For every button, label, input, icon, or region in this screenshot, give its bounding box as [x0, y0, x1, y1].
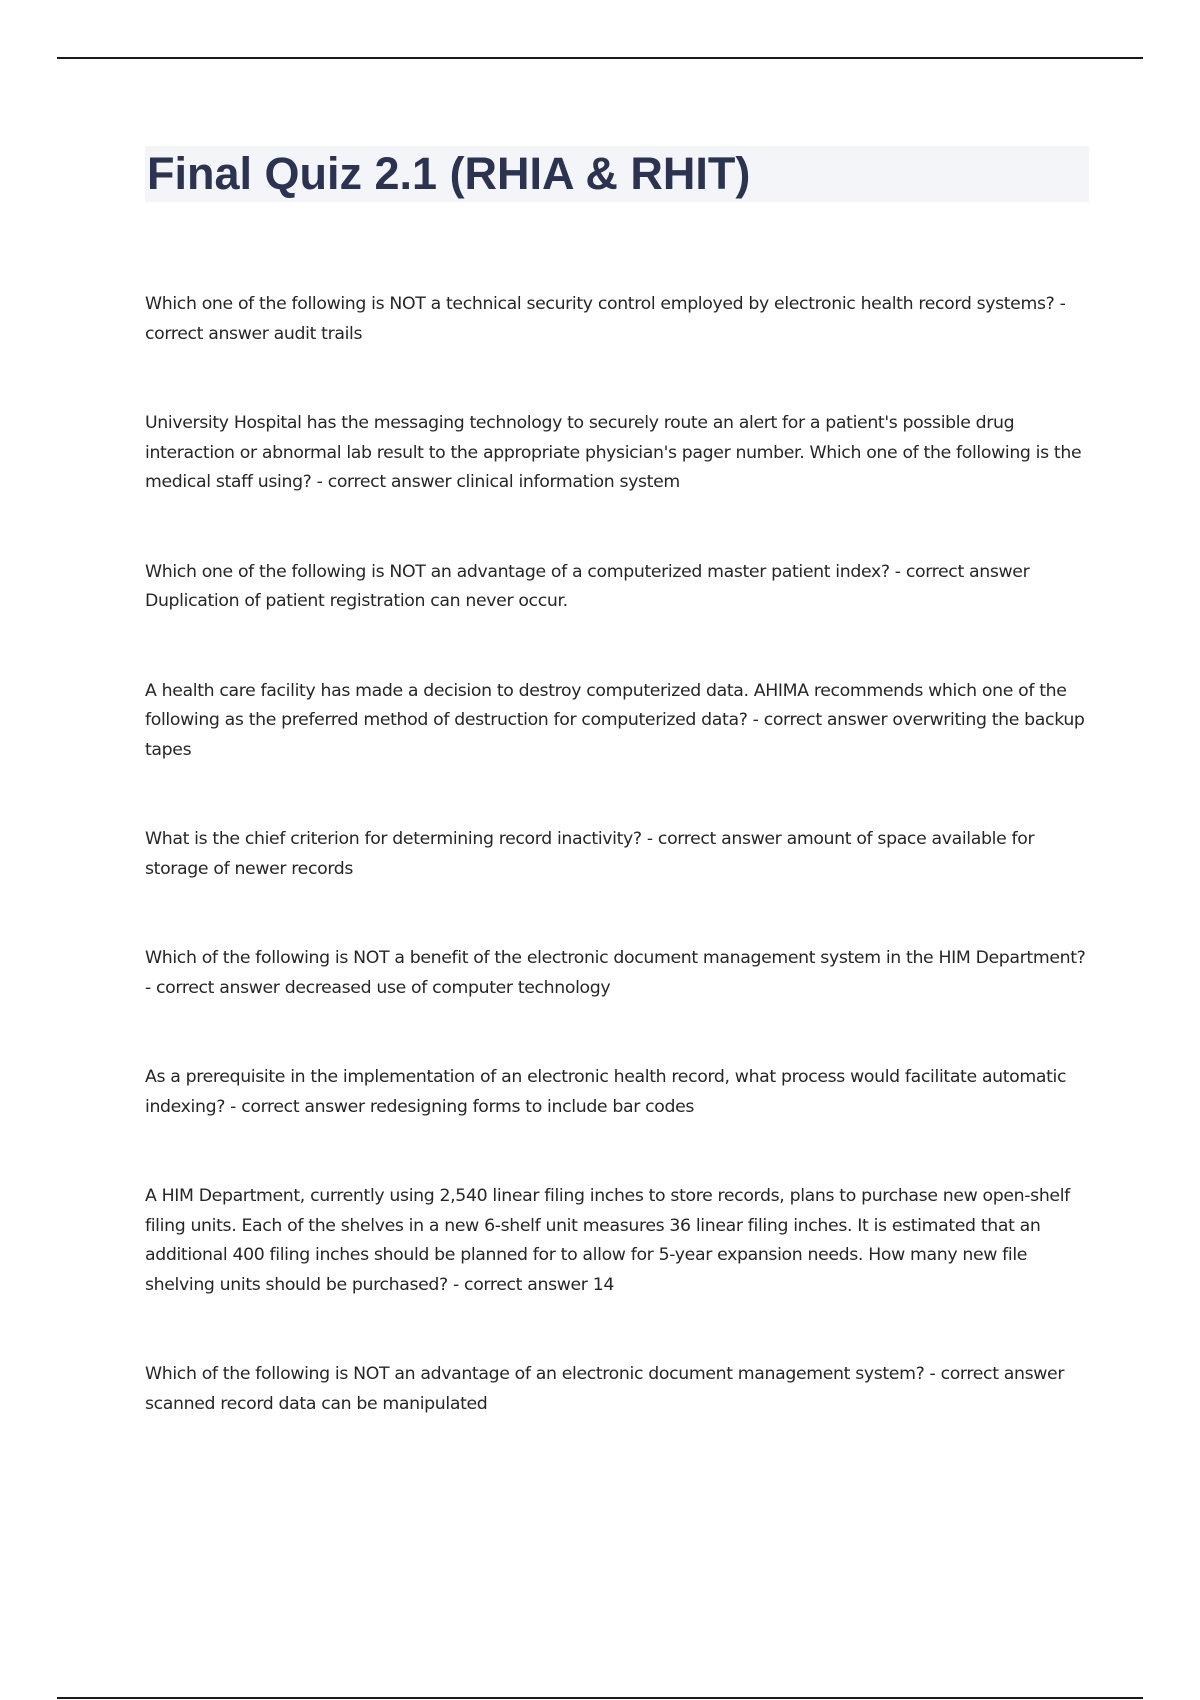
top-rule	[57, 57, 1143, 59]
question-text: Which of the following is NOT an advantage of an electronic document management system?	[145, 1364, 925, 1384]
question-item	[145, 825, 1090, 884]
answer-separator: - correct answer	[889, 561, 1030, 582]
answer-text: amount of space available for storage of newer records	[145, 829, 1035, 879]
answer-separator: - correct answer	[747, 710, 893, 730]
question-text: University Hospital has the messaging technology to securely route an alert for a patient's possible drug interaction or abnormal lab result to the appropriate physician's pager number. Which one of the following is the medical staff using?	[145, 413, 1082, 492]
answer-separator: - correct answer	[225, 1096, 370, 1117]
answer-separator: - correct answer	[924, 1364, 1065, 1384]
question-text: Which one of the following is NOT an advantage of a computerized master patient index?	[145, 561, 890, 582]
answer-text: audit trails	[273, 323, 363, 344]
answer-separator: - correct answer	[641, 829, 787, 849]
question-item	[145, 1360, 1090, 1419]
question-text: A HIM Department, currently using 2,540 linear filing inches to store records, plans to purchase new open-shelf filing units. Each of the shelves in a new 6-shelf unit measures 36 linear filing inches. It is estimated that an additional 400 filing inches should be planned for to allow for 5-year expansion needs. How many new file shelving units should be purchased?	[145, 1186, 1070, 1295]
question-text: As a prerequisite in the implementation of an electronic health record, what process would facilitate automatic indexing?	[145, 1067, 1067, 1117]
question-list	[145, 290, 1090, 1479]
page-title: Final Quiz 2.1 (RHIA & RHIT)	[147, 148, 751, 199]
question-text: A health care facility has made a decision to destroy computerized data. AHIMA recommends which one of the following as the preferred method of destruction for computerized data?	[145, 680, 1067, 730]
answer-text: Duplication of patient registration can never occur.	[145, 591, 568, 611]
question-item	[145, 558, 1090, 617]
question-item	[145, 677, 1090, 766]
question-text: What is the chief criterion for determining record inactivity?	[145, 829, 642, 849]
answer-text: 14	[592, 1274, 615, 1295]
question-item	[145, 409, 1090, 498]
answer-text: overwriting the backup tapes	[145, 710, 1085, 760]
question-item	[145, 944, 1090, 1003]
answer-text: scanned record data can be manipulated	[145, 1393, 488, 1414]
answer-text: clinical information system	[456, 472, 680, 492]
answer-separator: - correct answer	[311, 472, 457, 492]
question-item	[145, 1182, 1090, 1300]
answer-separator: - correct answer	[145, 294, 1066, 344]
question-item	[145, 290, 1090, 349]
answer-text: redesigning forms to include bar codes	[369, 1096, 695, 1117]
question-text: Which one of the following is NOT a technical security control employed by electronic health record systems?	[145, 294, 1055, 314]
answer-separator: - correct answer	[145, 977, 285, 998]
answer-text: decreased use of computer technology	[284, 977, 611, 998]
bottom-rule	[57, 1697, 1143, 1699]
question-item	[145, 1063, 1090, 1122]
question-text: Which of the following is NOT a benefit of the electronic document management system in the HIM Department?	[145, 948, 1086, 968]
answer-separator: - correct answer	[447, 1274, 593, 1295]
